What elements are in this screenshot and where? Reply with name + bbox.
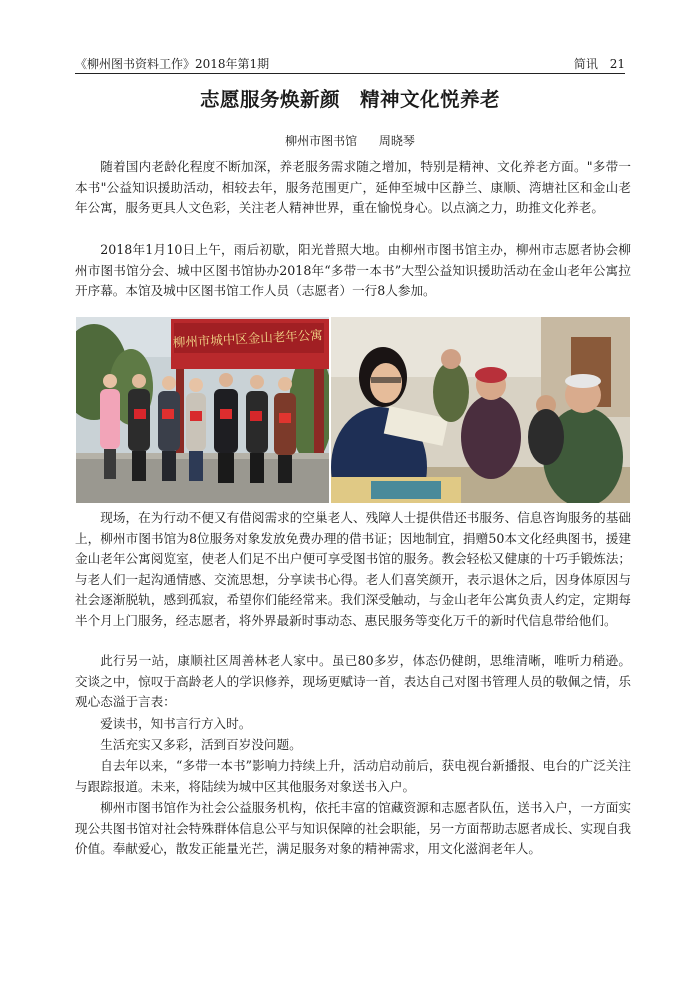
section-and-page — [566, 54, 625, 74]
group-photo — [76, 317, 329, 503]
section-name: 简讯 — [573, 57, 598, 71]
journal-name: 《柳州图书资料工作》2018年第1期 — [75, 57, 270, 71]
author-affiliation: 柳州市图书馆 — [285, 134, 358, 148]
paragraph-6: 柳州市图书馆作为社会公益服务机构，依托丰富的馆藏资源和志愿者队伍，送书入户，一方面实现公共图书馆对社会特殊群体信息公平与知识保障的社会职能，另一方面帮助志愿者成长、实现自我价值。奉献爱心，散发正能量光芒，满足服务对象的精神需求，用文化滋润老年人。 — [75, 800, 631, 856]
paragraph-5: 自去年以来，“多带一本书”影响力持续上升，活动启动前后，获电视台新播报、电台的广泛关注与跟踪报道。未来，将陆续为城中区其他服务对象送书入户。 — [75, 758, 631, 794]
page-number: 21 — [609, 57, 625, 71]
reading-photo — [331, 317, 630, 503]
author-name: 周晓琴 — [378, 134, 415, 148]
paragraph-1: 随着国内老龄化程度不断加深，养老服务需求随之增加，特别是精神、文化养老方面。"多带一本书"公益知识援助活动，相较去年，服务范围更广，延伸至城中区静兰、康顺、湾塘社区和金山老年公寓，服务更具人文色彩，关注老人精神世界，重在愉悦身心。以点滴之力，助推文化养老。 — [75, 159, 631, 215]
header-rule — [75, 73, 625, 74]
poem-line-1: 爱读书，知书言行方入时。 — [100, 716, 252, 731]
author-line — [75, 132, 625, 149]
gate-banner-text: 柳州市城中区金山老年公寓 — [172, 327, 324, 350]
page-header — [75, 54, 625, 74]
paragraph-3: 现场，在为行动不便又有借阅需求的空巢老人、残障人士提供借还书服务、信息咨询服务的基础上，柳州市图书馆为8位服务对象发放免费办理的借书证；因地制宜，捐赠50本文化经典图书，援建金山老年公寓阅览室，使老人们足不出户便可享受图书馆的服务。教会轻松又健康的十巧手锻炼法；与老人们一起沟通情感、交流思想，分享读书心得。老人们喜笑颜开，表示退休之后，因身体原因与社会逐渐脱轨，感到孤寂，希望你们能经常来。我们深受触动，与金山老年公寓负责人约定，定期每半个月上门服务，经志愿者，将外界最新时事动态、惠民服务等变化万千的新时代信息带给他们。 — [75, 510, 631, 628]
paragraph-4: 此行另一站，康顺社区周善林老人家中。虽已80多岁，体态仍健朗，思维清晰，唯听力稍逊。交谈之中，惊叹于高龄老人的学识修养，现场更赋诗一首，表达自己对图书管理人员的敬佩之情，乐观心态溢于言表： — [75, 653, 631, 709]
poem-line-2: 生活充实又多彩，活到百岁没问题。 — [100, 737, 302, 752]
paragraph-2: 2018年1月10日上午，雨后初歇，阳光普照大地。由柳州市图书馆主办，柳州市志愿者协会柳州市图书馆分会、城中区图书馆协办2018年“多带一本书”大型公益知识援助活动在金山老年公寓拉开序幕。本馆及城中区图书馆工作人员（志愿者）一行8人参加。 — [75, 242, 631, 298]
article-title: 志愿服务焕新颜 精神文化悦养老 — [199, 88, 500, 111]
